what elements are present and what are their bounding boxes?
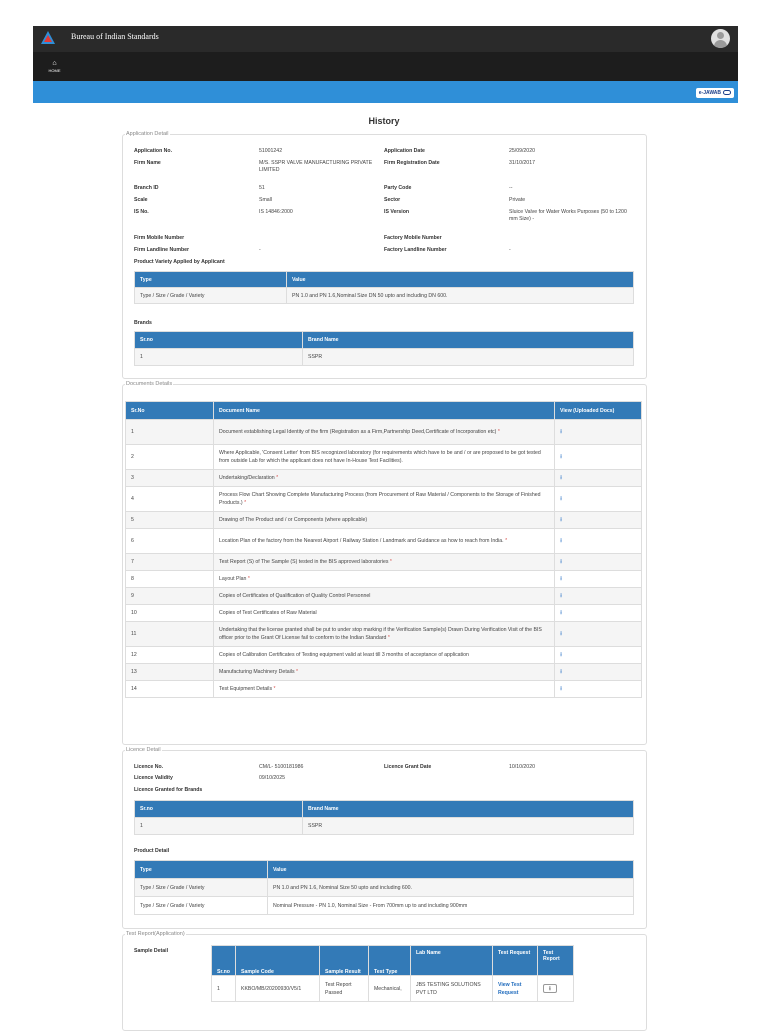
page-title: History xyxy=(368,116,400,126)
download-icon[interactable]: ⭳ xyxy=(560,559,563,565)
field-label: Party Code xyxy=(384,185,412,191)
licence-brands-cell-name: SSPR xyxy=(303,818,634,835)
sample-header-request: Test Request xyxy=(492,946,537,976)
document-view-cell xyxy=(555,445,642,470)
field-label: Firm Name xyxy=(134,160,161,166)
document-name: Copies of Certificates of Qualification of Quality Control Personnel xyxy=(219,593,371,599)
product-detail-heading: Product Detail xyxy=(134,848,170,854)
document-name-cell xyxy=(214,512,555,529)
field-value: IS 14846:2000 xyxy=(259,209,293,215)
document-srno: 7 xyxy=(126,554,214,571)
document-name-cell xyxy=(214,554,555,571)
field-value: 51001242 xyxy=(259,148,283,154)
document-row xyxy=(126,420,642,445)
licence-brands-table xyxy=(134,800,634,835)
licence-validity-value: 09/10/2025 xyxy=(259,775,285,781)
document-name: Location Plan of the factory from the Nearest Airport / Railway Station / Landmark and Guidance as how to reach from India. xyxy=(219,538,504,544)
field-label: Application Date xyxy=(384,148,425,154)
user-avatar-icon[interactable] xyxy=(711,29,730,48)
document-name: Test Equipment Details xyxy=(219,686,273,692)
variety-header-value: Value xyxy=(287,272,634,288)
document-row xyxy=(126,512,642,529)
download-icon[interactable]: ⭳ xyxy=(560,610,563,616)
test-report-legend: Test Report(Application) xyxy=(126,931,185,937)
document-srno: 11 xyxy=(126,622,214,647)
download-icon[interactable]: ⭳ xyxy=(560,475,563,481)
field-value: 31/10/2017 xyxy=(509,160,535,166)
download-icon[interactable]: ⭳ xyxy=(560,538,563,544)
download-icon[interactable]: ⭳ xyxy=(560,631,563,637)
sample-cell-lab: JBS TESTING SOLUTIONS PVT LTD xyxy=(410,976,492,1002)
document-name-cell xyxy=(214,445,555,470)
document-name: Undertaking that the license granted shall be put to under stop marking if the Verification Sample(s) Drawn During Verification Visit of the BIS officer prior to the Grant Of License fail to conform to the Indian Standard xyxy=(219,627,542,641)
field-label: Application No. xyxy=(134,148,173,154)
document-name-cell xyxy=(214,420,555,445)
variety-table xyxy=(134,271,634,304)
brands-cell-name: SSPR xyxy=(303,349,634,366)
field-label: Scale xyxy=(134,197,148,203)
document-view-cell xyxy=(555,664,642,681)
download-icon[interactable]: ⭳ xyxy=(560,496,563,502)
document-srno: 6 xyxy=(126,529,214,554)
variety-header-type: Type xyxy=(135,272,287,288)
document-name: Test Report (S) of The Sample (S) tested in the BIS approved laboratories xyxy=(219,559,389,565)
document-srno: 10 xyxy=(126,605,214,622)
sample-header-report: Test Report xyxy=(537,946,573,976)
field-label: Firm Registration Date xyxy=(384,160,440,166)
product-cell-value: PN 1.0 and PN 1.6, Nominal Size 50 upto and including 600. xyxy=(268,879,634,897)
document-name-cell xyxy=(214,647,555,664)
document-name-cell xyxy=(214,681,555,698)
documents-header-view: View (Uploaded Docs) xyxy=(555,402,642,420)
required-marker: * xyxy=(276,475,279,481)
document-srno: 14 xyxy=(126,681,214,698)
document-name: Process Flow Chart Showing Complete Manufacturing Process (from Procurement of Raw Material / Components to the Storage of Finished Products.) xyxy=(219,492,541,506)
document-srno: 9 xyxy=(126,588,214,605)
brands-cell-srno: 1 xyxy=(135,349,303,366)
document-srno: 12 xyxy=(126,647,214,664)
variety-heading: Product Variety Applied by Applicant xyxy=(134,259,225,265)
brands-table xyxy=(134,331,634,366)
documents-header-srno: Sr.No xyxy=(126,402,214,420)
download-icon[interactable]: ⭳ xyxy=(560,652,563,658)
field-label: Factory Landline Number xyxy=(384,247,447,253)
variety-cell-value: PN 1.0 and PN 1.6,Nominal Size DN 50 upto and including DN 600. xyxy=(287,288,634,304)
document-name: Manufacturing Machinery Details xyxy=(219,669,295,675)
document-name-cell xyxy=(214,529,555,554)
chat-icon xyxy=(723,90,731,95)
sample-header-type: Test Type xyxy=(368,946,410,976)
download-icon[interactable]: ⭳ xyxy=(560,429,563,435)
document-srno: 8 xyxy=(126,571,214,588)
sample-cell-srno: 1 xyxy=(212,976,236,1002)
required-marker: * xyxy=(505,538,508,544)
field-label: IS No. xyxy=(134,209,149,215)
licence-brands-heading: Licence Granted for Brands xyxy=(134,787,203,793)
document-name-cell xyxy=(214,605,555,622)
document-srno: 3 xyxy=(126,470,214,487)
sample-table xyxy=(211,945,574,1002)
field-label: Firm Mobile Number xyxy=(134,235,185,241)
document-view-cell xyxy=(555,487,642,512)
document-row xyxy=(126,554,642,571)
field-label: Sector xyxy=(384,197,401,203)
download-icon[interactable]: ⭳ xyxy=(560,517,563,523)
document-row xyxy=(126,605,642,622)
download-icon[interactable]: ⭳ xyxy=(560,593,563,599)
licence-no-value: CM/L- 5100181986 xyxy=(259,764,304,770)
document-srno: 5 xyxy=(126,512,214,529)
sample-header-code: Sample Code xyxy=(235,946,319,976)
field-value: Private xyxy=(509,197,526,203)
document-view-cell xyxy=(555,681,642,698)
field-label: Factory Mobile Number xyxy=(384,235,442,241)
field-value: Small xyxy=(259,197,272,203)
document-view-cell xyxy=(555,529,642,554)
field-value: 51 xyxy=(259,185,265,191)
licence-brands-header-name: Brand Name xyxy=(303,801,634,818)
document-srno: 2 xyxy=(126,445,214,470)
document-srno: 1 xyxy=(126,420,214,445)
brands-header-srno: Sr.no xyxy=(135,332,303,349)
sample-detail-heading: Sample Detail xyxy=(134,948,169,954)
field-label: Firm Landline Number xyxy=(134,247,190,253)
field-label: Branch ID xyxy=(134,185,159,191)
field-value: Sluice Valve for Water Works Purposes (50 to 1200 mm Size) - xyxy=(509,209,627,222)
top-header xyxy=(33,26,738,52)
required-marker: * xyxy=(247,576,250,582)
sample-header-lab: Lab Name xyxy=(410,946,492,976)
sample-header-srno: Sr.no xyxy=(212,946,236,976)
download-icon[interactable]: ⭳ xyxy=(560,669,563,675)
sample-header-result: Sample Result xyxy=(319,946,368,976)
document-row xyxy=(126,622,642,647)
home-tab[interactable] xyxy=(33,52,76,81)
field-value: - xyxy=(259,247,261,253)
ejawab-label: e-JAWAB xyxy=(698,90,721,96)
home-label: HOME xyxy=(48,68,61,73)
required-marker: * xyxy=(244,500,247,506)
required-marker: * xyxy=(497,429,500,435)
licence-validity-label: Licence Validity xyxy=(134,775,173,781)
document-name-cell xyxy=(214,588,555,605)
documents-header-name: Document Name xyxy=(214,402,555,420)
download-icon: ⭳ xyxy=(548,986,552,992)
required-marker: * xyxy=(389,559,392,565)
licence-grant-label: Licence Grant Date xyxy=(384,764,432,770)
sample-cell-code: KKBO/MB/20200930/V5/1 xyxy=(235,976,319,1002)
document-view-cell xyxy=(555,571,642,588)
document-view-cell xyxy=(555,605,642,622)
download-icon[interactable]: ⭳ xyxy=(560,686,563,692)
download-icon[interactable]: ⭳ xyxy=(560,576,563,582)
ejawab-button[interactable] xyxy=(696,88,734,98)
product-header-type: Type xyxy=(135,861,268,879)
sample-cell-result: Test Report Passed xyxy=(319,976,368,1002)
licence-legend: Licence Detail xyxy=(126,747,161,753)
document-row xyxy=(126,571,642,588)
document-row xyxy=(126,529,642,554)
document-name: Where Applicable, 'Consent Letter' from BIS recognized laboratory (for requirements which have to be and / or are proposed to be got tested from outside Lab for which the applicant does not have In-House Test Facilities). xyxy=(219,450,541,464)
document-name-cell xyxy=(214,622,555,647)
document-view-cell xyxy=(555,647,642,664)
brands-header-name: Brand Name xyxy=(303,332,634,349)
document-row xyxy=(126,681,642,698)
document-row xyxy=(126,588,642,605)
licence-brands-cell-srno: 1 xyxy=(135,818,303,835)
product-cell-value: Nominal Pressure - PN 1.0, Nominal Size - From 700mm up to and including 900mm xyxy=(268,897,634,915)
document-view-cell xyxy=(555,512,642,529)
document-view-cell xyxy=(555,420,642,445)
document-row xyxy=(126,664,642,681)
required-marker: * xyxy=(387,635,390,641)
document-view-cell xyxy=(555,470,642,487)
document-name: Undertaking/Declaration xyxy=(219,475,275,481)
application-detail-legend: Application Detail xyxy=(126,131,169,137)
field-value: - xyxy=(509,247,511,253)
document-name: Copies of Calibration Certificates of Testing equipment valid at least till 3 months of acceptance of application xyxy=(219,652,469,658)
variety-cell-type: Type / Size / Grade / Variety xyxy=(135,288,287,304)
document-view-cell xyxy=(555,588,642,605)
documents-table xyxy=(125,401,642,698)
document-row xyxy=(126,445,642,470)
documents-legend: Documents Details xyxy=(126,381,173,387)
download-icon[interactable]: ⭳ xyxy=(560,454,563,460)
sample-cell-request xyxy=(492,976,537,1002)
view-test-request-link[interactable]: View Test Request xyxy=(497,981,522,996)
document-name-cell xyxy=(214,487,555,512)
download-report-button[interactable] xyxy=(543,984,557,993)
licence-no-label: Licence No. xyxy=(134,764,164,770)
document-name: Copies of Test Certificates of Raw Material xyxy=(219,610,317,616)
required-marker: * xyxy=(273,686,276,692)
field-value: M/S. SSPR VALVE MANUFACTURING PRIVATE LIMITED xyxy=(259,160,373,173)
bis-logo-icon xyxy=(40,30,56,46)
licence-grant-value: 10/10/2020 xyxy=(509,764,535,770)
document-view-cell xyxy=(555,554,642,571)
brands-heading: Brands xyxy=(134,320,152,326)
nav-bar xyxy=(33,52,738,81)
home-icon: ⌂ xyxy=(52,60,57,67)
document-row xyxy=(126,647,642,664)
product-header-value: Value xyxy=(268,861,634,879)
product-detail-table xyxy=(134,860,634,915)
field-value: 25/09/2020 xyxy=(509,148,535,154)
document-row xyxy=(126,487,642,512)
document-name-cell xyxy=(214,571,555,588)
product-cell-type: Type / Size / Grade / Variety xyxy=(135,897,268,915)
field-value: -- xyxy=(509,185,513,191)
document-name: Drawing of The Product and / or Components (where applicable) xyxy=(219,517,368,523)
product-cell-type: Type / Size / Grade / Variety xyxy=(135,879,268,897)
document-name-cell xyxy=(214,470,555,487)
document-srno: 4 xyxy=(126,487,214,512)
document-name-cell xyxy=(214,664,555,681)
document-row xyxy=(126,470,642,487)
document-view-cell xyxy=(555,622,642,647)
sample-cell-type: Mechanical, xyxy=(368,976,410,1002)
brand-name: Bureau of Indian Standards xyxy=(71,32,159,41)
document-srno: 13 xyxy=(126,664,214,681)
licence-brands-header-srno: Sr.no xyxy=(135,801,303,818)
sample-cell-report xyxy=(537,976,573,1002)
required-marker: * xyxy=(296,669,299,675)
document-name: Document establishing Legal Identity of the firm (Registration as a Firm,Partnership Deed,Certificate of Incorporation etc) xyxy=(219,429,497,435)
field-label: IS Version xyxy=(384,209,410,215)
document-name: Layout Plan xyxy=(219,576,247,582)
sub-header-bar xyxy=(33,81,738,103)
